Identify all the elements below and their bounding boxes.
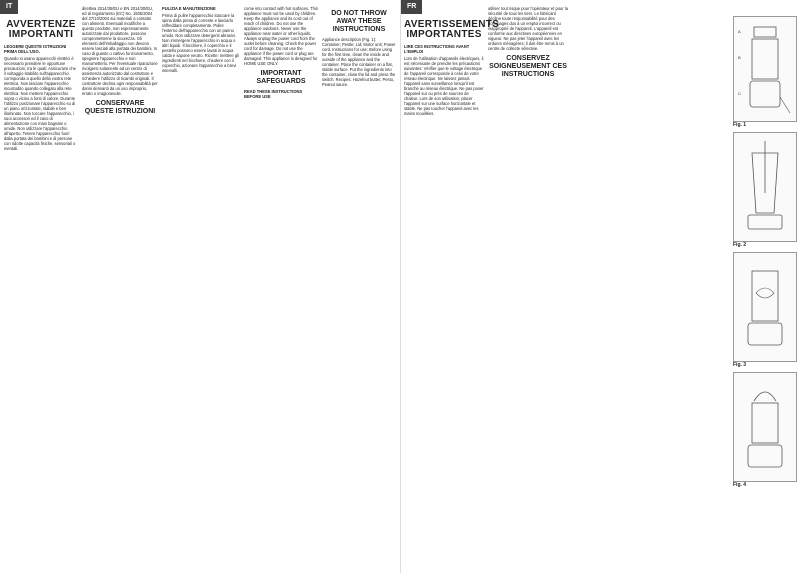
svg-text:A: A (738, 29, 741, 34)
column-7 (488, 6, 568, 566)
page-title-it: AVVERTENZE IMPORTANTI (6, 19, 76, 40)
section-heading: CONSERVARE QUESTE ISTRUZIONI (84, 100, 156, 115)
container-diagram-icon (734, 133, 796, 241)
intro-en: READ THESE INSTRUCTIONS BEFORE USE (244, 89, 303, 99)
body-text: Lors de l'utilisation d'appareils électriques, il est nécessaire de prendre les précautions suivantes: Vérifier que le voltage électrique de l'appareil corresponde à celui de votre réseau électrique. Ne laissez jamais l'appareil sans surveillance lorsqu'il est branché au réseau électrique. Ne pas poser l'appareil sur ou près de sources de chaleur. Lors de son utilisation, placer l'appareil sur une surface horizontale et stable. Ne pas toucher l'appareil avec les mains mouillées. (404, 56, 484, 116)
column-4 (244, 6, 318, 566)
svg-text:B: B (738, 55, 741, 60)
column-6 (404, 6, 500, 566)
intro-fr: LIRE CES INSTRUCTIONS AVANT L'EMPLOI (404, 44, 470, 54)
intro-it: LEGGERE QUESTE ISTRUZIONI PRIMA DELL'USO. (4, 44, 67, 54)
figure-1-label: Fig. 1 (733, 122, 747, 128)
body-text: Prima di pulire l'apparecchio staccare la spina dalla presa di corrente e lasciarlo raffreddare completamente. Pulire l'esterno dell'apparecchio con un panno umido. Non utilizzare detergenti abrasivi. Non immergere l'apparecchio in acqua o altri liquidi. Il bicchiere, il coperchio e il pestello possono essere lavati in acqua calda e sapone neutro. Ricette: mettere gli ingredienti nel bicchiere, chiudere con il coperchio, azionare l'apparecchio a brevi intervalli. (162, 13, 239, 73)
column-2 (82, 6, 158, 566)
language-tab-it: IT (0, 0, 18, 14)
column-3 (162, 6, 240, 566)
figure-2-label: Fig. 2 (733, 242, 747, 248)
section-heading: PULIZIA E MANUTENZIONE (162, 6, 216, 11)
hand-press-diagram-icon (734, 373, 796, 481)
body-text: direttiva 2014/35/EU e EN 2014/30/EU, ed al regolamento (EC) No. 1935/2004 del 27/10/2004 sui materiali a contatto con alimenti. Eventuali modifiche a questo prodotto, non espressamente autorizzate dal produttore, possono comprometterne la sicurezza. Gli elementi dell'imballaggio non devono essere lasciati alla portata dei bambini. In caso di guasto o cattivo funzionamento, spegnere l'apparecchio e non manometterlo. Per l'eventuale riparazione rivolgersi solamente ad un centro di assistenza autorizzato dal costruttore e richiedere l'utilizzo di ricambi originali. Il costruttore declina ogni responsabilità per danni derivanti da un uso improprio, errato o irragionevole. (82, 6, 158, 96)
body-text: Appliance description (Fig. 1): Container; Pestle; Lid; Motor unit; Power cord. Instructions for use: Before using for the first time, clean the inside and outside of the appliance and the container. Place the container on a flat, stable surface. Put the ingredients into the container, close the lid and press the switch. Recipes: Hazelnut butter, Pesto, Peanut sauce. (322, 37, 396, 87)
column-1 (4, 6, 78, 566)
figure-4-label: Fig. 4 (733, 482, 747, 488)
body-text: come into contact with hot surfaces. This appliance must not be used by children. Keep the appliance and its cord out of reach of children. Do not use the appliance outdoors. Never use the appliance near water or other liquids. Always unplug the power cord from the outlet before cleaning. Check the power cord for damage. Do not use the appliance if the power cord or plug are damaged. This appliance is designed for HOME USE ONLY. (244, 6, 318, 66)
figure-3-illustration (733, 252, 797, 362)
page-title-fr: AVERTISSEMENTS IMPORTANTES (404, 19, 500, 40)
appliance-diagram-icon (734, 17, 796, 121)
figure-4-illustration (733, 372, 797, 482)
section-heading: DO NOT THROW AWAY THESE INSTRUCTIONS (331, 10, 387, 33)
figure-3-label: Fig. 3 (733, 362, 747, 368)
section-heading: IMPORTANT SAFEGUARDS (256, 70, 306, 85)
body-text: Quando si usano apparecchi elettrici è necessario prendere le opportune precauzioni, tra le quali: Assicurarsi che il voltaggio stabilito sull'apparecchio corrisponda a quello della vostra rete elettrica. Non lasciare l'apparecchio incustodito quando collegato alla rete elettrica. Non mettere l'apparecchio sopra o vicino a fonti di calore. Durante l'utilizzo posizionare l'apparecchio su di un piano orizzontale, stabile e ben illuminato. Non toccare l'apparecchio, i suoi accessori ed il cavo di alimentazione con mani bagnate o umide. Non utilizzare l'apparecchio all'aperto. Tenere l'apparecchio fuori dalla portata dei bambini e di persone con ridotte capacità fisiche, sensoriali o mentali. (4, 56, 76, 151)
usage-diagram-icon (734, 253, 796, 361)
body-text: utiliser tout risque pour l'opérateur et pour la sécurité de tous les tiers. Le fabricant décline toute responsabilité pour des dommages dus à un emploi incorrect ou inapproprié de l'appareil. L'appareil est conforme aux directives européennes en vigueur. Ne pas jeter l'appareil avec les ordures ménagères; il doit être remis à un centre de collecte sélective. (488, 6, 568, 51)
column-5 (322, 6, 396, 566)
svg-text:C: C (738, 91, 741, 96)
section-heading: CONSERVEZ SOIGNEUSEMENT CES INSTRUCTIONS (489, 55, 567, 78)
language-tab-fr: FR (401, 0, 422, 14)
figure-1-illustration (733, 16, 797, 122)
figure-2-illustration (733, 132, 797, 242)
